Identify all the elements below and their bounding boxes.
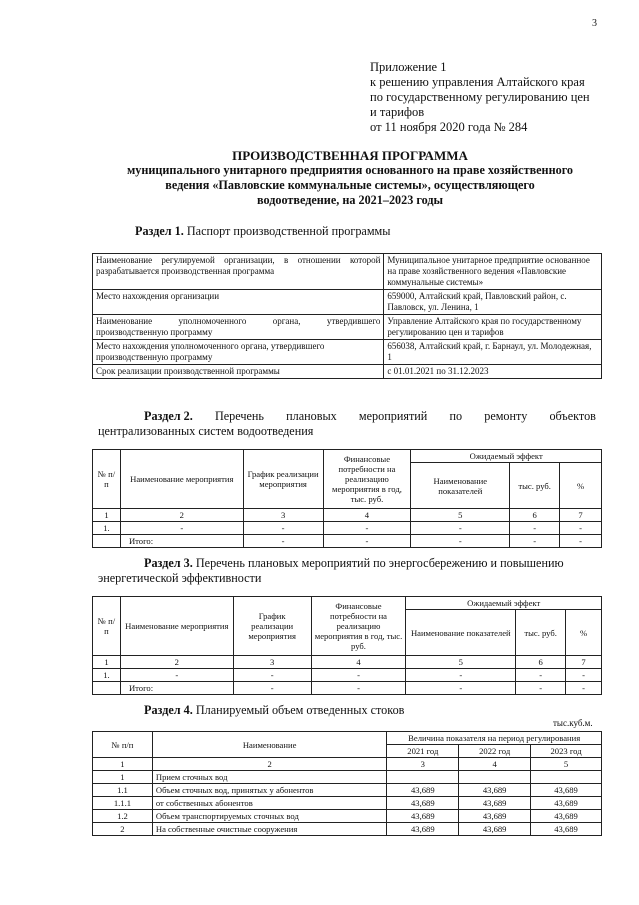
cell: - — [411, 535, 510, 548]
section3-line1: Перечень плановых мероприятий по энергосбережению и повышению — [195, 556, 564, 570]
value-cell: 43,689 — [387, 797, 459, 810]
row-name: Прием сточных вод — [152, 771, 387, 784]
header-no: № п/п — [93, 597, 121, 656]
cell: - — [233, 682, 311, 695]
table-row — [93, 669, 602, 682]
appendix-block — [370, 60, 590, 135]
table-row — [93, 340, 602, 365]
passport-value: Муниципальное унитарное предприятие основанное на праве хозяйственного ведения «Павловские коммунальные системы» — [384, 254, 602, 290]
wastewater-volume-table — [92, 731, 602, 836]
section3-heading — [98, 556, 598, 586]
section2-word: ремонту — [484, 409, 528, 423]
section1-title: Паспорт производственной программы — [186, 224, 391, 238]
section4-heading — [144, 703, 404, 718]
title-line: муниципального унитарного предприятия основанного на праве хозяйственного — [126, 163, 574, 177]
cell — [93, 682, 121, 695]
cell: - — [323, 522, 411, 535]
header-expected-effect: Ожидаемый эффект — [411, 450, 602, 463]
col-number: 3 — [233, 656, 311, 669]
value-cell: 43,689 — [459, 784, 531, 797]
table-row — [93, 810, 602, 823]
row-name: На собственные очистные сооружения — [152, 823, 387, 836]
table-row — [93, 315, 602, 340]
section2-label: Раздел 2. — [144, 409, 193, 423]
row-number: 1.2 — [93, 810, 153, 823]
table-row — [93, 509, 602, 522]
passport-value: с 01.01.2021 по 31.12.2023 — [384, 365, 602, 379]
col-number: 7 — [560, 509, 602, 522]
col-number: 6 — [510, 509, 560, 522]
header-event-name: Наименование мероприятия — [120, 597, 233, 656]
header-no: № п/п — [93, 732, 153, 758]
row-name: от собственных абонентов — [152, 797, 387, 810]
header-indicator: Наименование показателей — [411, 463, 510, 509]
col-number: 5 — [411, 509, 510, 522]
cell: - — [560, 535, 602, 548]
cell: - — [566, 669, 602, 682]
value-cell: 43,689 — [459, 797, 531, 810]
header-year: 2021 год — [387, 745, 459, 758]
section2-word: объектов — [549, 409, 596, 423]
value-cell: 43,689 — [387, 784, 459, 797]
title-line: водоотведение, на 2021–2023 годы — [256, 193, 444, 207]
header-indicator: Наименование показателей — [406, 610, 516, 656]
value-cell: 43,689 — [387, 823, 459, 836]
table-row — [93, 797, 602, 810]
col-number: 2 — [120, 509, 243, 522]
units-label: тыс.куб.м. — [553, 718, 593, 728]
cell: - — [120, 522, 243, 535]
document-title — [60, 148, 639, 208]
col-number: 4 — [323, 509, 411, 522]
col-number: 6 — [516, 656, 566, 669]
header-year: 2023 год — [531, 745, 602, 758]
section2-word: плановых — [286, 409, 337, 423]
row-number: 2 — [93, 823, 153, 836]
header-no: № п/п — [93, 450, 121, 509]
value-cell: 43,689 — [531, 810, 602, 823]
value-cell: 43,689 — [531, 823, 602, 836]
table-row — [93, 290, 602, 315]
section2-line2: централизованных систем водоотведения — [98, 424, 314, 438]
value-cell: 43,689 — [459, 823, 531, 836]
row-number: 1.1 — [93, 784, 153, 797]
value-cell — [459, 771, 531, 784]
passport-key: Место нахождения уполномоченного органа, утвердившего производственную программу — [93, 340, 384, 365]
row-name: Объем транспортируемых сточных вод — [152, 810, 387, 823]
value-cell — [531, 771, 602, 784]
total-label: Итого: — [120, 682, 233, 695]
cell — [93, 535, 121, 548]
cell: - — [516, 669, 566, 682]
table-row — [93, 771, 602, 784]
cell: - — [406, 669, 516, 682]
header-pct: % — [560, 463, 602, 509]
appendix-line: от 11 ноября 2020 года № 284 — [370, 120, 528, 134]
cell: 1. — [93, 669, 121, 682]
cell: - — [323, 535, 411, 548]
table-row — [93, 522, 602, 535]
table-row-total — [93, 682, 602, 695]
header-rub: тыс. руб. — [516, 610, 566, 656]
header-event-name: Наименование мероприятия — [120, 450, 243, 509]
col-number: 1 — [93, 656, 121, 669]
cell: - — [510, 522, 560, 535]
appendix-line: по государственному регулированию цен — [370, 90, 590, 104]
value-cell: 43,689 — [531, 797, 602, 810]
value-cell — [387, 771, 459, 784]
section2-word: мероприятий — [358, 409, 428, 423]
section4-title: Планируемый объем отведенных стоков — [195, 703, 405, 717]
table-row — [93, 758, 602, 771]
header-schedule: График реализации мероприятия — [243, 450, 323, 509]
cell: - — [406, 682, 516, 695]
cell: - — [566, 682, 602, 695]
header-schedule: График реализации мероприятия — [233, 597, 311, 656]
table-row — [93, 365, 602, 379]
header-name: Наименование — [152, 732, 387, 758]
col-number: 4 — [459, 758, 531, 771]
cell: - — [311, 669, 406, 682]
section3-label: Раздел 3. — [144, 556, 193, 570]
row-number: 1.1.1 — [93, 797, 153, 810]
row-number: 1 — [93, 771, 153, 784]
section4-label: Раздел 4. — [144, 703, 193, 717]
section2-word: Перечень — [214, 409, 264, 423]
repair-events-table — [92, 449, 602, 548]
cell: - — [243, 522, 323, 535]
col-number: 3 — [243, 509, 323, 522]
table-row — [93, 823, 602, 836]
header-expected-effect: Ожидаемый эффект — [406, 597, 602, 610]
section2-word: по — [449, 409, 463, 423]
cell: - — [560, 522, 602, 535]
cell: - — [510, 535, 560, 548]
value-cell: 43,689 — [459, 810, 531, 823]
col-number: 1 — [93, 509, 121, 522]
appendix-line: Приложение 1 — [370, 60, 447, 74]
section1-label: Раздел 1. — [135, 224, 184, 238]
section3-line2: энергетической эффективности — [98, 571, 262, 585]
header-financing: Финансовые потребности на реализацию мероприятия в год, тыс. руб. — [323, 450, 411, 509]
col-number: 5 — [531, 758, 602, 771]
passport-value: 659000, Алтайский край, Павловский район, с. Павловск, ул. Ленина, 1 — [384, 290, 602, 315]
passport-key: Наименование уполномоченного органа, утвердившего производственную программу — [93, 315, 384, 340]
passport-value: Управление Алтайского края по государственному регулированию цен и тарифов — [384, 315, 602, 340]
total-label: Итого: — [120, 535, 243, 548]
table-row — [93, 254, 602, 290]
passport-key: Место нахождения организации — [93, 290, 384, 315]
col-number: 1 — [93, 758, 153, 771]
table-row — [93, 656, 602, 669]
table-row-total — [93, 535, 602, 548]
col-number: 5 — [406, 656, 516, 669]
col-number: 4 — [311, 656, 406, 669]
title-line: ПРОИЗВОДСТВЕННАЯ ПРОГРАММА — [232, 148, 468, 163]
section2-heading — [98, 409, 596, 439]
header-rub: тыс. руб. — [510, 463, 560, 509]
row-name: Объем сточных вод, принятых у абонентов — [152, 784, 387, 797]
cell: - — [243, 535, 323, 548]
col-number: 7 — [566, 656, 602, 669]
cell: - — [311, 682, 406, 695]
appendix-line: к решению управления Алтайского края — [370, 75, 585, 89]
passport-key: Наименование регулируемой организации, в отношении которой разрабатывается производственная программа — [93, 254, 384, 290]
header-pct: % — [566, 610, 602, 656]
passport-key: Срок реализации производственной программы — [93, 365, 384, 379]
passport-value: 656038, Алтайский край, г. Барнаул, ул. Молодежная, 1 — [384, 340, 602, 365]
header-period: Величина показателя на период регулирования — [387, 732, 602, 745]
col-number: 2 — [120, 656, 233, 669]
table-row — [93, 784, 602, 797]
cell: 1. — [93, 522, 121, 535]
cell: - — [411, 522, 510, 535]
cell: - — [233, 669, 311, 682]
col-number: 2 — [152, 758, 387, 771]
title-line: ведения «Павловские коммунальные системы», осуществляющего — [165, 178, 535, 192]
value-cell: 43,689 — [531, 784, 602, 797]
page-number: 3 — [592, 18, 597, 29]
header-year: 2022 год — [459, 745, 531, 758]
passport-table — [92, 253, 602, 379]
cell: - — [120, 669, 233, 682]
cell: - — [516, 682, 566, 695]
appendix-line: и тарифов — [370, 105, 425, 119]
value-cell: 43,689 — [387, 810, 459, 823]
section1-heading — [135, 224, 390, 239]
col-number: 3 — [387, 758, 459, 771]
header-financing: Финансовые потребности на реализацию мероприятия в год, тыс. руб. — [311, 597, 406, 656]
energy-events-table — [92, 596, 602, 695]
